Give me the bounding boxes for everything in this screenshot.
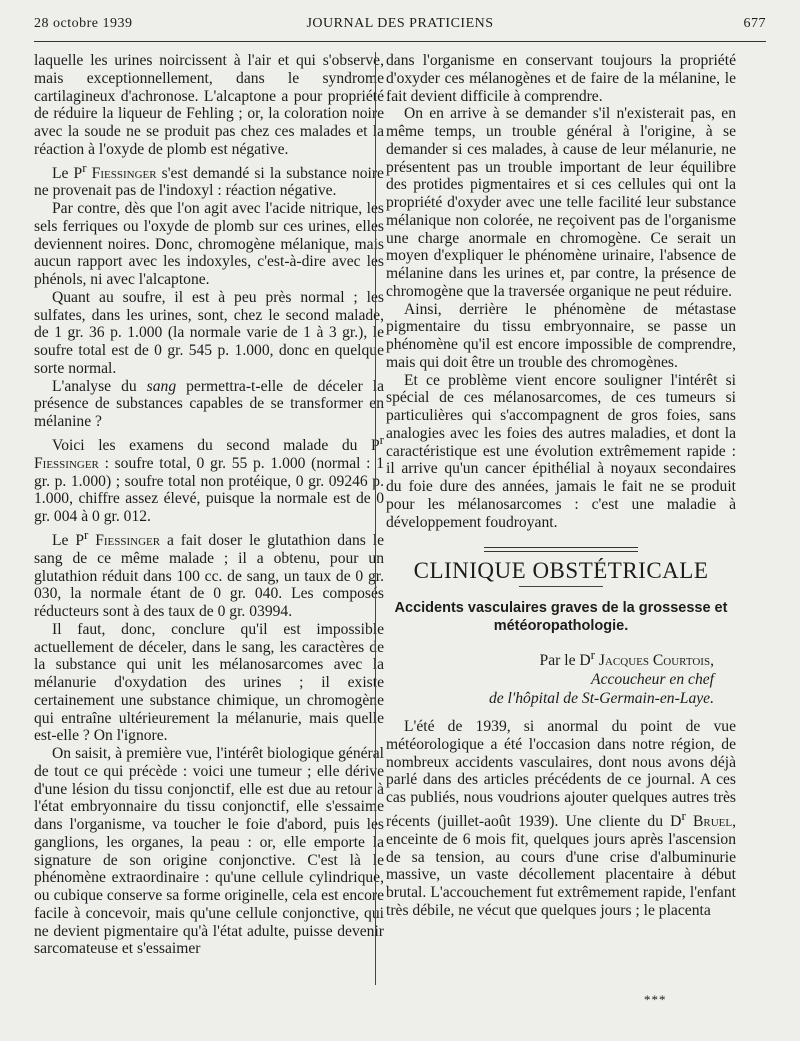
article-title: Accidents vasculaires graves de la grossesse et météoropathologie.: [394, 600, 728, 634]
paragraph: dans l'organisme en conservant toujours la propriété d'oxyder ces mélanogènes et de faire de la mélanine, le fait devient difficile à comprendre.: [386, 52, 736, 105]
paragraph: Quant au soufre, il est à peu près normal ; les sulfates, dans les urines, sont, chez le second malade, de 1 gr. 36 p. 1.000 (la normale varie de 1 à 3 gr.), le soufre total est de 0 gr. 545 p. 1.000, donc en quelque sorte normal.: [34, 288, 384, 377]
left-column: [34, 52, 384, 958]
header-rule: [34, 41, 766, 42]
paragraph: Et ce problème vient encore souligner l'intérêt si spécial de ces mélanosarcomes, de ces tumeurs si particulières qui s'accompagnent de gros foies, sans analogies avec les foies des autres maladies, et dont la caractéristique est une évolution extrêmement rapide : il arrive qu'un cancer épithélial à noyaux secondaires du foie dure des années, jamais le fait ne se produit pour les mélanosarcomes : c'est une maladie à développement foudroyant.: [386, 371, 736, 531]
paragraph: Par contre, dès que l'on agit avec l'acide nitrique, les sels ferriques ou l'oxyde de plomb sur ces urines, elles deviennent noires. Donc, chromogène mélanique, mais aucun rapport avec les indoxyles, c'est-à-dire avec les phénols, ni avec l'alcaptone.: [34, 200, 384, 289]
paragraph: Ainsi, derrière le phénomène de métastase pigmentaire du tissu embryonnaire, se passe un phénomène qu'il est encore impossible de comprendre, mais qui doit être un trouble des chromogènes.: [386, 300, 736, 371]
author-name: Fiessinger: [91, 164, 157, 182]
continuation-mark: ***: [644, 992, 667, 1007]
paragraph: L'analyse du sang permettra-t-elle de déceler la présence de substances capables de se transformer en mélanine ?: [34, 377, 384, 431]
paragraph: Le $P^r$ Fiessinger a fait doser le glutathion dans le sang de ce même malade ; il a obtenu, pour un glutathion réduit dans 100 cc. de sang, un taux de 0 gr. 030, la normale étant de 0 gr. 040. Les composés réducteurs sont à des taux de 0 gr. 03994.: [34, 526, 384, 621]
paragraph: On en arrive à se demander s'il n'existerait pas, en même temps, un trouble général à l'origine, à se demander si ces malades, à cause de leur mélanurie, ne présentent pas un trouble important de leur équilibre des protides pigmentaires et si ces cellules qui ont la propriété d'oxyder avec une telle facilité leur substance mélanique non colorée, ne reçoivent pas de l'organisme une charge anormale en chromogène. Ce serait un moyen d'expliquer le phénomène urinaire, l'absence de mélanine dans les urines et, par contre, la présence de chromogène que la traversée organique ne peut réduire.: [386, 105, 736, 300]
page-number: 677: [743, 16, 766, 31]
paragraph: Voici les examens du second malade du $P^r$ Fiessinger : soufre total, 0 gr. 55 p. 1.000 (normal : 1 gr. p. 1.000) ; soufre total non protéique, 0 gr. 09246 p. 1.000, chiffre assez élevé, puisque la normale est de 0 gr. 004 à 0 gr. 012.: [34, 431, 384, 526]
author-name: Bruel: [692, 813, 733, 831]
paragraph: L'été de 1939, si anormal du point de vue météorologique a été l'occasion dans notre région, de nombreux accidents vasculaires, dont nous avons déjà parlé dans des articles précédents de ce journal. A ces cas publiés, nous voudrions ajouter quelques autres très récents (juillet-août 1939). Une cliente du $D^r$ Bruel, enceinte de 6 mois fit, quelques jours après l'ascension de sa tension, au cours d'une crise d'albuminurie massive, un vaste décollement placentaire à début brutal. L'accouchement fut extrêmement rapide, l'enfant très débile, ne vécut que quelques jours ; le placenta: [386, 718, 736, 919]
author-name: Fiessinger: [95, 532, 161, 550]
journal-title: JOURNAL DES PRATICIENS: [306, 16, 494, 31]
issue-date: 28 octobre 1939: [34, 16, 133, 31]
column-divider: [375, 52, 376, 985]
author-name: Fiessinger: [34, 454, 99, 472]
section-separator: [484, 547, 638, 552]
byline-author: Par le $D^r$ Jacques Courtois,: [539, 647, 714, 670]
paragraph: On saisit, à première vue, l'intérêt biologique général de tout ce qui précède : voici une tumeur ; elle dérive d'une lésion du tissu conjonctif, elle est due au retour à l'état embryonnaire du tissu conjonctif, elle s'essaime dans l'organisme, va toucher le foie d'abord, puis les ganglions, les organes, la peau : or, elle emporte la signature de son origine conjonctive. C'est là le phénomène extraordinaire : qu'une cellule cylindrique, ou cubique conserve sa forme originelle, cela est encore facile à concevoir, mais qu'une cellule conjonctive, qui ne devient pigmentaire qu'à l'état adulte, puisse devenir sarcomateuse et s'essaimer: [34, 745, 384, 958]
right-column: [386, 52, 736, 920]
title-rule: [519, 586, 603, 587]
running-header: [34, 16, 766, 38]
byline: [386, 645, 736, 708]
paragraph: Il faut, donc, conclure qu'il est impossible actuellement de déceler, dans le sang, les caractères de la substance qui unit les mélanosarcomes avec la mélanurie d'oxydation des urines ; il existe certainement une substance chimique, un chromogène qui entraîne ultérieurement la mélanurie, mais quelle est-elle ? On l'ignore.: [34, 620, 384, 745]
paragraph: laquelle les urines noircissent à l'air et qui s'observe, mais exceptionnellement, dans le syndrome cartilagineux d'achronose. L'alcaptone a pour propriété de réduire la liqueur de Fehling ; or, la coloration noire avec la soude ne se produit pas chez ces malades et la réaction à l'oxyde de plomb est négative.: [34, 52, 384, 158]
paragraph: Le $P^r$ Fiessinger s'est demandé si la substance noire ne provenait pas de l'indoxyl : réaction négative.: [34, 159, 384, 200]
byline-place: de l'hôpital de St-Germain-en-Laye.: [488, 690, 714, 708]
section-title: CLINIQUE OBSTÉTRICALE: [413, 558, 709, 584]
byline-role: Accoucheur en chef: [591, 671, 714, 689]
